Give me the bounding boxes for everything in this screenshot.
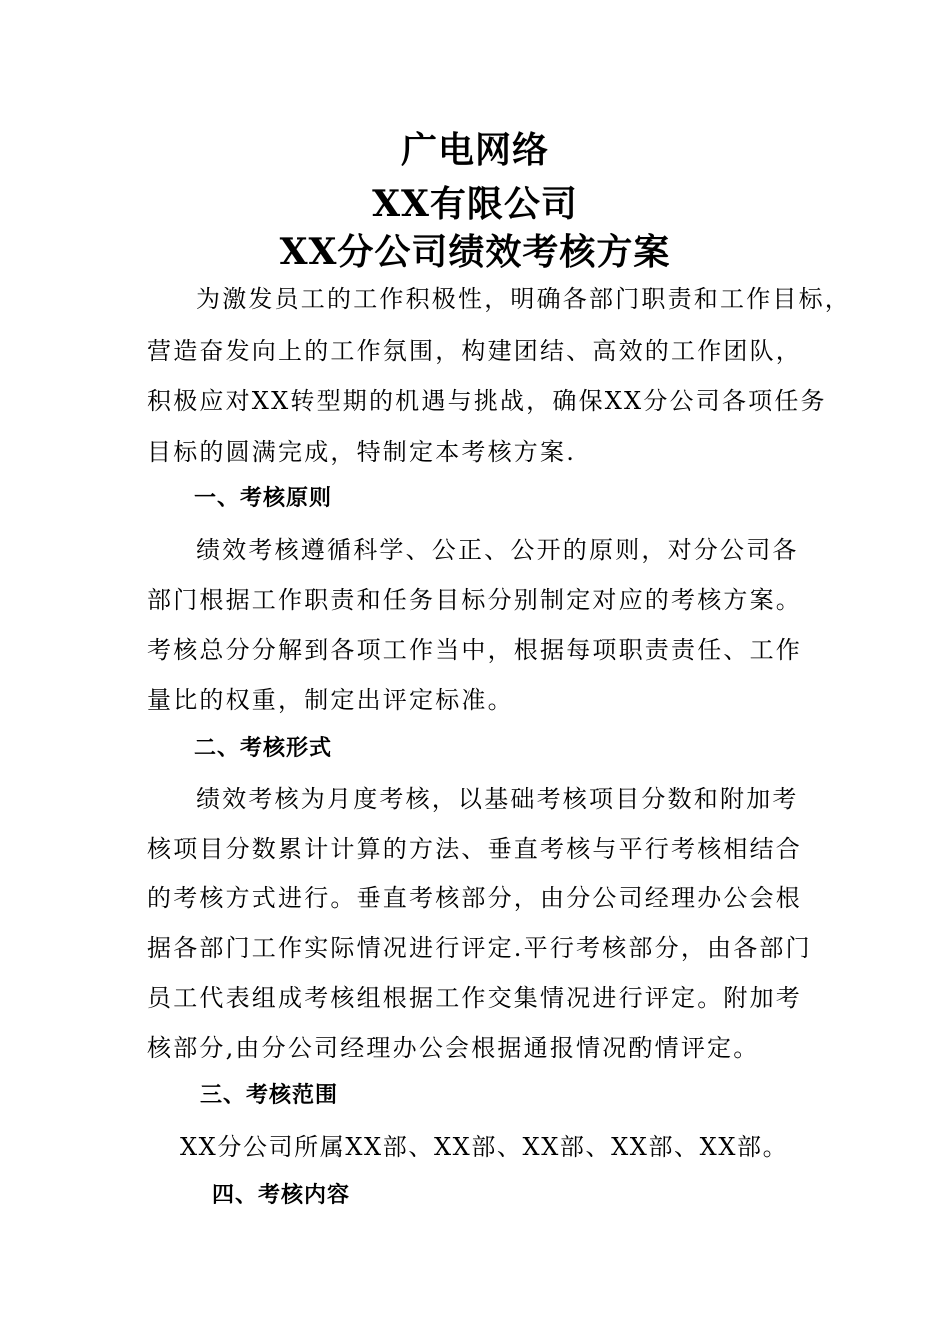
paragraph-line: 员工代表组成考核组根据工作交集情况进行评定。附加考	[147, 984, 802, 1012]
paragraph-line: 据各部门工作实际情况进行评定.平行考核部分，由各部门	[147, 934, 812, 962]
section-heading-form: 二、考核形式	[194, 736, 333, 761]
title-plan: XX分公司绩效考核方案	[279, 231, 671, 273]
paragraph-line: XX分公司所属XX部、XX部、XX部、XX部、XX部。	[180, 1133, 789, 1161]
section-heading-content: 四、考核内容	[212, 1183, 351, 1208]
paragraph-line: 绩效考核遵循科学、公正、公开的原则，对分公司各	[196, 536, 799, 564]
intro-line: 营造奋发向上的工作氛围，构建团结、高效的工作团队，	[147, 337, 802, 365]
section-heading-principles: 一、考核原则	[194, 486, 333, 511]
paragraph-line: 绩效考核为月度考核，以基础考核项目分数和附加考	[196, 785, 799, 813]
paragraph-line: 量比的权重，制定出评定标准。	[147, 686, 514, 714]
section-heading-scope: 三、考核范围	[200, 1083, 339, 1108]
paragraph-line: 部门根据工作职责和任务目标分别制定对应的考核方案。	[147, 586, 802, 614]
intro-line: 积极应对XX转型期的机遇与挑战，确保XX分公司各项任务	[147, 387, 827, 415]
title-organization: 广电网络	[400, 129, 549, 171]
intro-line: 为激发员工的工作积极性，明确各部门职责和工作目标，	[196, 285, 851, 313]
paragraph-line: 核部分,由分公司经理办公会根据通报情况酌情评定。	[147, 1034, 760, 1062]
title-company: XX有限公司	[372, 183, 578, 225]
intro-line: 目标的圆满完成，特制定本考核方案.	[147, 438, 577, 466]
paragraph-line: 核项目分数累计计算的方法、垂直考核与平行考核相结合	[147, 835, 802, 863]
paragraph-line: 考核总分分解到各项工作当中，根据每项职责责任、工作	[147, 636, 802, 664]
paragraph-line: 的考核方式进行。垂直考核部分，由分公司经理办公会根	[147, 884, 802, 912]
